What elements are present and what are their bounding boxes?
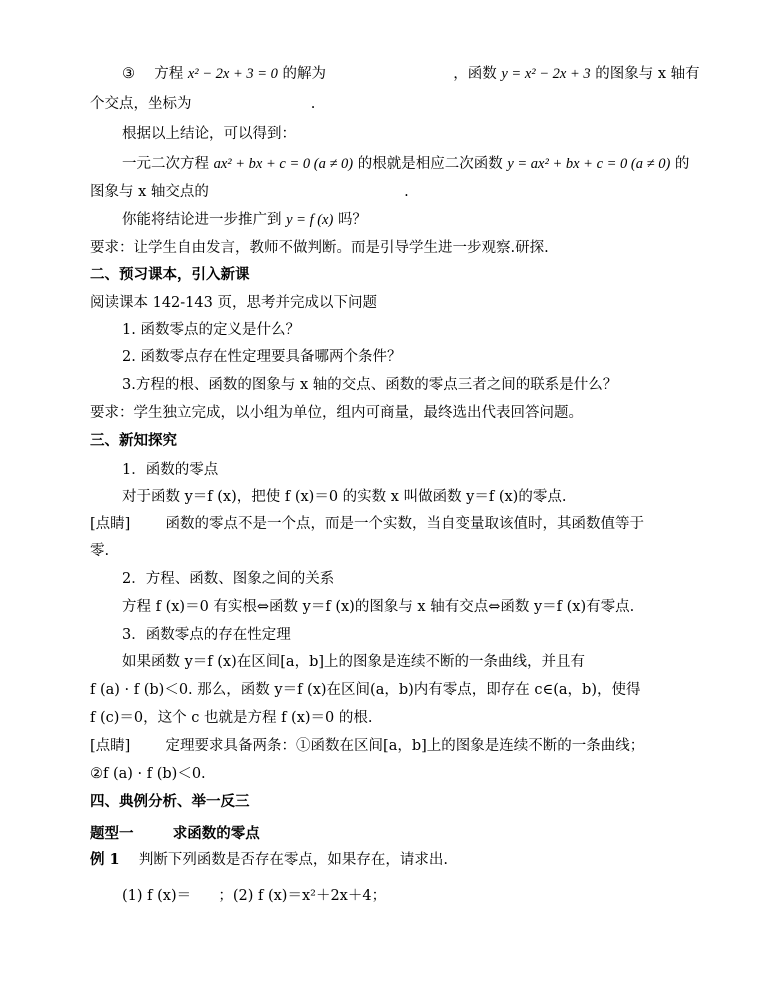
generalize-question: 你能将结论进一步推广到 y = f (x) 吗？ (122, 212, 367, 228)
theorem-line-3: f (c)＝0，这个 c 也就是方程 f (x)＝0 的根. (90, 710, 373, 726)
function-quadratic: y = x² − 2x + 3 (501, 66, 591, 82)
relations-text: 方程 f (x)＝0 有实根⇔函数 y＝f (x)的图象与 x 轴有交点⇔函数 y＝f (x)有零点. (122, 599, 635, 615)
preview-question-2: 2. 函数零点存在性定理要具备哪两个条件？ (122, 349, 402, 365)
conclusion-line-1: 一元二次方程 ax² + bx + c = 0 (a ≠ 0) 的根就是相应二次函数 y = ax² + bx + c = 0 (a ≠ 0) 的 (122, 156, 690, 172)
preview-question-3: 3.方程的根、函数的图象与 x 轴的交点、函数的零点三者之间的联系是什么？ (122, 377, 618, 393)
function-general-quadratic: y = ax² + bx + c = 0 (a ≠ 0) (507, 156, 671, 172)
function-f-of-x: y = f (x) (286, 212, 334, 228)
example-1-items: (1) f (x)＝ ；(2) f (x)＝x²＋2x＋4； (122, 888, 387, 904)
note-tag: [点睛] (90, 738, 131, 754)
subsection-zero-definition: 1．函数的零点 (122, 462, 219, 478)
section-heading-4: 四、典例分析、举一反三 (90, 793, 250, 810)
note-2: [点睛] 定理要求具备两条：①函数在区间[a，b]上的图象是连续不断的一条曲线； (90, 738, 645, 754)
conclusion-intro: 根据以上结论，可以得到： (122, 126, 296, 142)
note-2-cont: ②f (a) · f (b)＜0. (90, 766, 206, 782)
fill-in-question-3: ③ 方程 x² − 2x + 3 = 0 的解为 ，函数 y = x² − 2x + 3 的图象与 x 轴有 (122, 66, 700, 82)
requirement-1: 要求：让学生自由发言，教师不做判断。而是引导学生进一步观察.研探. (90, 240, 549, 256)
requirement-2: 要求：学生独立完成，以小组为单位，组内可商量，最终选出代表回答问题。 (90, 405, 583, 421)
note-1-cont: 零. (90, 543, 110, 559)
theorem-line-2: f (a) · f (b)＜0. 那么，函数 y＝f (x)在区间(a，b)内有零点，即存在 c∈(a，b)，使得 (90, 682, 641, 698)
example-tag: 例 1 (90, 851, 120, 868)
zero-definition-text: 对于函数 y＝f (x)，把使 f (x)＝0 的实数 x 叫做函数 y＝f (x)的零点. (122, 489, 567, 505)
note-1: [点睛] 函数的零点不是一个点，而是一个实数，当自变量取该值时，其函数值等于 (90, 516, 645, 532)
subsection-relations: 2．方程、函数、图象之间的关系 (122, 571, 335, 587)
subsection-existence-theorem: 3．函数零点的存在性定理 (122, 627, 291, 643)
preview-question-1: 1. 函数零点的定义是什么？ (122, 322, 300, 338)
problem-type-tag: 题型一 (90, 825, 134, 842)
reading-instruction: 阅读课本 142-143 页，思考并完成以下问题 (90, 295, 377, 311)
section-heading-3: 三、新知探究 (90, 432, 177, 449)
equation-quadratic: x² − 2x + 3 = 0 (187, 66, 278, 82)
fill-in-question-3-cont: 个交点，坐标为 . (90, 96, 316, 112)
conclusion-line-2: 图象与 x 轴交点的 . (90, 184, 409, 200)
problem-type-1: 题型一 求函数的零点 (90, 825, 260, 842)
circled-number-3: ③ (122, 66, 135, 82)
equation-general-quadratic: ax² + bx + c = 0 (a ≠ 0) (213, 156, 354, 172)
section-heading-2: 二、预习课本，引入新课 (90, 266, 250, 283)
theorem-line-1: 如果函数 y＝f (x)在区间[a，b]上的图象是连续不断的一条曲线，并且有 (122, 654, 586, 670)
example-1: 例 1 判断下列函数是否存在零点，如果存在，请求出. (90, 851, 448, 868)
note-tag: [点睛] (90, 516, 131, 532)
